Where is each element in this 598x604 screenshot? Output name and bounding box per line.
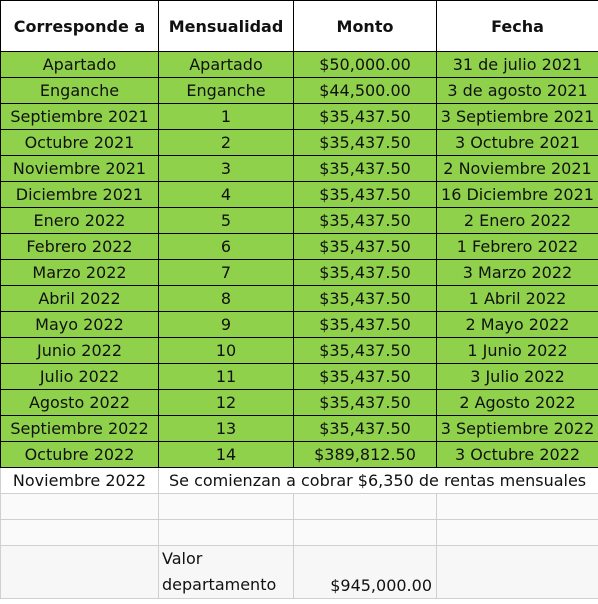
table-row <box>1 78 598 104</box>
table-row <box>1 130 598 156</box>
table-row <box>1 182 598 208</box>
cell-mensualidad[interactable]: 7 <box>159 260 294 286</box>
cell-corresponde[interactable]: Julio 2022 <box>1 364 159 390</box>
empty-cell[interactable] <box>294 520 437 546</box>
cell-mensualidad[interactable]: 5 <box>159 208 294 234</box>
cell-mensualidad[interactable]: 3 <box>159 156 294 182</box>
cell-mensualidad[interactable]: 1 <box>159 104 294 130</box>
cell-corresponde[interactable]: Septiembre 2022 <box>1 416 159 442</box>
cell-mensualidad[interactable]: 13 <box>159 416 294 442</box>
cell-corresponde[interactable]: Noviembre 2021 <box>1 156 159 182</box>
cell-monto[interactable]: $35,437.50 <box>294 286 437 312</box>
note-month[interactable]: Noviembre 2022 <box>1 468 159 494</box>
cell-monto[interactable]: $35,437.50 <box>294 156 437 182</box>
cell-mensualidad[interactable]: Enganche <box>159 78 294 104</box>
cell-mensualidad[interactable]: 2 <box>159 130 294 156</box>
table-row <box>1 234 598 260</box>
cell-fecha[interactable]: 3 Septiembre 2022 <box>437 416 598 442</box>
cell-fecha[interactable]: 2 Mayo 2022 <box>437 312 598 338</box>
cell-corresponde[interactable]: Febrero 2022 <box>1 234 159 260</box>
empty-cell[interactable] <box>294 494 437 520</box>
cell-mensualidad[interactable]: 12 <box>159 390 294 416</box>
header-corresponde[interactable]: Corresponde a <box>1 1 159 52</box>
cell-corresponde[interactable]: Septiembre 2021 <box>1 104 159 130</box>
cell-monto[interactable]: $35,437.50 <box>294 208 437 234</box>
cell-fecha[interactable]: 1 Febrero 2022 <box>437 234 598 260</box>
header-row <box>1 1 598 52</box>
cell-fecha[interactable]: 3 Octubre 2022 <box>437 442 598 468</box>
table-row <box>1 286 598 312</box>
note-text[interactable]: Se comienzan a cobrar $6,350 de rentas mensuales <box>159 468 598 494</box>
cell-fecha[interactable]: 3 Septiembre 2021 <box>437 104 598 130</box>
table-row <box>1 390 598 416</box>
table-row <box>1 52 598 78</box>
cell-fecha[interactable]: 2 Noviembre 2021 <box>437 156 598 182</box>
cell-fecha[interactable]: 3 Marzo 2022 <box>437 260 598 286</box>
cell-corresponde[interactable]: Agosto 2022 <box>1 390 159 416</box>
cell-monto[interactable]: $35,437.50 <box>294 390 437 416</box>
empty-cell[interactable] <box>437 494 598 520</box>
valor-row <box>1 546 598 599</box>
cell-monto[interactable]: $35,437.50 <box>294 312 437 338</box>
cell-monto[interactable]: $50,000.00 <box>294 52 437 78</box>
cell-mensualidad[interactable]: 8 <box>159 286 294 312</box>
cell-monto[interactable]: $389,812.50 <box>294 442 437 468</box>
cell-corresponde[interactable]: Mayo 2022 <box>1 312 159 338</box>
cell-mensualidad[interactable]: 14 <box>159 442 294 468</box>
empty-cell[interactable] <box>1 546 159 599</box>
cell-mensualidad[interactable]: 9 <box>159 312 294 338</box>
valor-amount[interactable]: $945,000.00 <box>294 546 437 599</box>
empty-cell[interactable] <box>437 546 598 599</box>
header-fecha[interactable]: Fecha <box>437 1 598 52</box>
cell-corresponde[interactable]: Junio 2022 <box>1 338 159 364</box>
cell-corresponde[interactable]: Enero 2022 <box>1 208 159 234</box>
cell-corresponde[interactable]: Enganche <box>1 78 159 104</box>
table-row <box>1 338 598 364</box>
cell-corresponde[interactable]: Apartado <box>1 52 159 78</box>
cell-fecha[interactable]: 2 Enero 2022 <box>437 208 598 234</box>
cell-corresponde[interactable]: Octubre 2021 <box>1 130 159 156</box>
cell-corresponde[interactable]: Octubre 2022 <box>1 442 159 468</box>
cell-monto[interactable]: $35,437.50 <box>294 130 437 156</box>
empty-cell[interactable] <box>1 494 159 520</box>
cell-corresponde[interactable]: Marzo 2022 <box>1 260 159 286</box>
cell-mensualidad[interactable]: 6 <box>159 234 294 260</box>
cell-fecha[interactable]: 3 de agosto 2021 <box>437 78 598 104</box>
cell-mensualidad[interactable]: 10 <box>159 338 294 364</box>
cell-mensualidad[interactable]: 4 <box>159 182 294 208</box>
cell-monto[interactable]: $35,437.50 <box>294 364 437 390</box>
table-row <box>1 442 598 468</box>
table-row <box>1 416 598 442</box>
cell-fecha[interactable]: 3 Octubre 2021 <box>437 130 598 156</box>
empty-cell[interactable] <box>1 520 159 546</box>
cell-fecha[interactable]: 1 Abril 2022 <box>437 286 598 312</box>
cell-mensualidad[interactable]: 11 <box>159 364 294 390</box>
empty-cell[interactable] <box>159 520 294 546</box>
cell-corresponde[interactable]: Diciembre 2021 <box>1 182 159 208</box>
table-row <box>1 208 598 234</box>
cell-monto[interactable]: $35,437.50 <box>294 416 437 442</box>
cell-fecha[interactable]: 16 Diciembre 2021 <box>437 182 598 208</box>
table-row <box>1 312 598 338</box>
table-row <box>1 104 598 130</box>
cell-fecha[interactable]: 3 Julio 2022 <box>437 364 598 390</box>
cell-fecha[interactable]: 31 de julio 2021 <box>437 52 598 78</box>
cell-monto[interactable]: $35,437.50 <box>294 234 437 260</box>
cell-monto[interactable]: $35,437.50 <box>294 182 437 208</box>
table-row <box>1 260 598 286</box>
note-row <box>1 468 598 494</box>
cell-fecha[interactable]: 2 Agosto 2022 <box>437 390 598 416</box>
cell-monto[interactable]: $35,437.50 <box>294 338 437 364</box>
table-row <box>1 156 598 182</box>
empty-row <box>1 520 598 546</box>
cell-monto[interactable]: $35,437.50 <box>294 104 437 130</box>
cell-monto[interactable]: $44,500.00 <box>294 78 437 104</box>
table-row <box>1 364 598 390</box>
cell-monto[interactable]: $35,437.50 <box>294 260 437 286</box>
empty-row <box>1 494 598 520</box>
cell-corresponde[interactable]: Abril 2022 <box>1 286 159 312</box>
header-mensualidad[interactable]: Mensualidad <box>159 1 294 52</box>
cell-fecha[interactable]: 1 Junio 2022 <box>437 338 598 364</box>
empty-cell[interactable] <box>437 520 598 546</box>
header-monto[interactable]: Monto <box>294 1 437 52</box>
empty-cell[interactable] <box>159 494 294 520</box>
valor-label[interactable]: Valor departamento <box>159 546 294 599</box>
cell-mensualidad[interactable]: Apartado <box>159 52 294 78</box>
